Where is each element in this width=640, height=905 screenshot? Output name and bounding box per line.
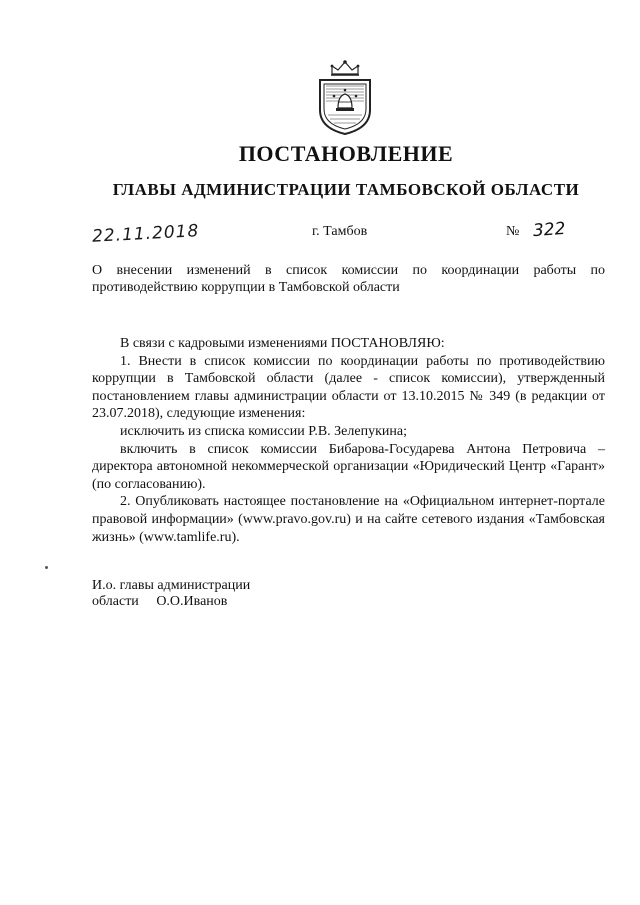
signatory-name: О.О.Иванов	[156, 594, 228, 609]
item-1-paragraph: 1. Внести в список комиссии по координации работы по противодействию коррупции в Тамбовской области (далее - список комиссии), утвержденный постановлением главы администрации области от 13.10.2015 № 349 (в редакции от 23.07.2018), следующие изменения:	[92, 353, 605, 422]
document-subtitle: ГЛАВЫ АДМИНИСТРАЦИИ ТАМБОВСКОЙ ОБЛАСТИ	[112, 180, 580, 199]
coat-of-arms-icon	[314, 58, 376, 136]
signature-line-2	[92, 594, 250, 610]
intro-paragraph: В связи с кадровыми изменениями ПОСТАНОВЛЯЮ:	[120, 336, 445, 351]
number-label: №	[506, 224, 520, 239]
include-paragraph: включить в список комиссии Бибарова-Государева Антона Петровича – директора автономной некоммерческой организации «Юридический Центр «Гарант» (по согласованию).	[92, 441, 605, 492]
city: г. Тамбов	[312, 224, 368, 239]
document-subject: О внесении изменений в список комиссии по координации работы по противодействию коррупции в Тамбовской области	[92, 263, 605, 295]
item-2-paragraph: 2. Опубликовать настоящее постановление на «Официальном интернет-портале правовой информации» (www.pravo.gov.ru) и на сайте сетевого издания «Тамбовская жизнь» (www.tamlife.ru).	[92, 494, 605, 545]
signature-position-cont: области	[92, 594, 139, 609]
document-body	[92, 335, 605, 546]
signature-position: И.о. главы администрации	[92, 578, 251, 593]
exclude-paragraph: исключить из списка комиссии Р.В. Зелепукина;	[120, 423, 407, 439]
document-title: ПОСТАНОВЛЕНИЕ	[238, 141, 454, 166]
handwritten-date: 22.11.2018	[91, 221, 200, 247]
signature-block	[92, 578, 250, 610]
handwritten-number: 322	[532, 218, 567, 242]
scan-dot	[45, 566, 48, 569]
